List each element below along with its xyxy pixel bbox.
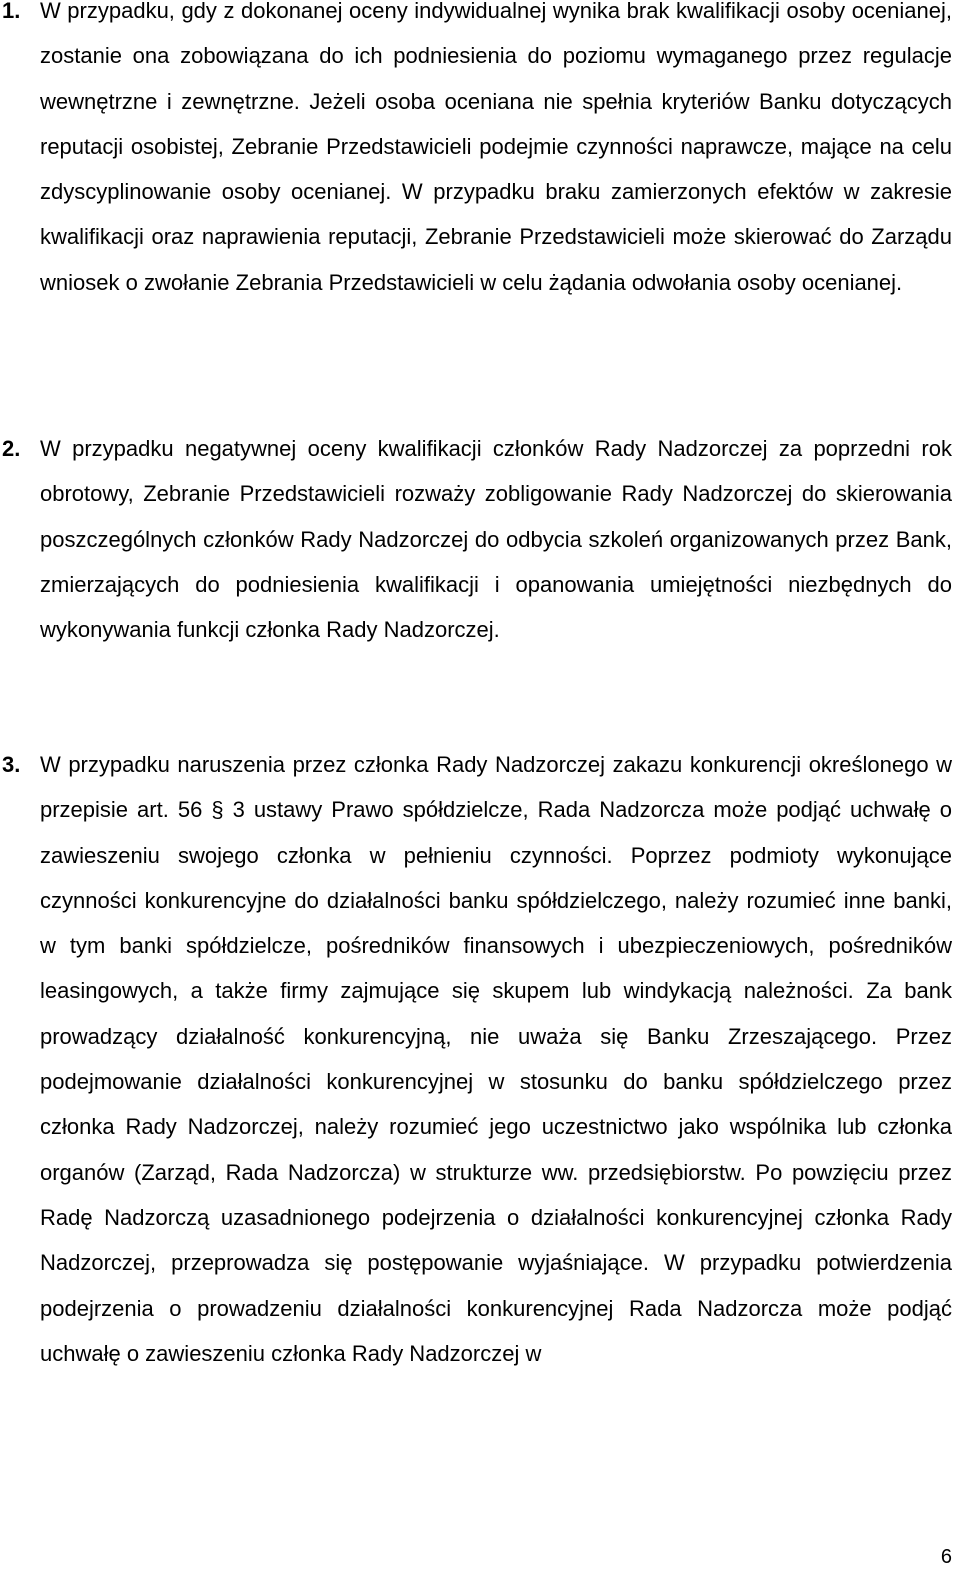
paragraph-1	[2, 0, 952, 305]
paragraph-text: W przypadku negatywnej oceny kwalifikacji członków Rady Nadzorczej za poprzedni rok obrotowy, Zebranie Przedstawicieli rozważy zobligowanie Rady Nadzorczej do skierowania poszczególnych członków Rady Nadzorczej do odbycia szkoleń organizowanych przez Bank, zmierzających do podniesienia kwalifikacji i opanowania umiejętności niezbędnych do wykonywania funkcji członka Rady Nadzorczej.	[40, 436, 952, 643]
paragraph-3	[2, 742, 952, 1376]
paragraph-number: 3.	[2, 752, 21, 777]
paragraph-number: 2.	[2, 436, 21, 461]
page-number: 6	[940, 1546, 952, 1568]
paragraph-2	[2, 426, 952, 652]
paragraph-text: W przypadku naruszenia przez członka Rady Nadzorczej zakazu konkurencji określonego w przepisie art. 56 § 3 ustawy Prawo spółdzielcze, Rada Nadzorcza może podjąć uchwałę o zawieszeniu swojego członka w pełnieniu czynności. Poprzez podmioty wykonujące czynności konkurencyjne do działalności banku spółdzielczego, należy rozumieć inne banki, w tym banki spółdzielcze, pośredników finansowych i ubezpieczeniowych, pośredników leasingowych, a także firmy zajmujące się skupem lub windykacją należności. Za bank prowadzący działalność konkurencyjną, nie uważa się Banku Zrzeszającego. Przez podejmowanie działalności konkurencyjnej w stosunku do banku spółdzielczego przez członka Rady Nadzorczej, należy rozumieć jego uczestnictwo jako wspólnika lub członka organów (Zarząd, Rada Nadzorcza) w strukturze ww. przedsiębiorstw. Po powzięciu przez Radę Nadzorczą uzasadnionego podejrzenia o działalności konkurencyjnej członka Rady Nadzorczej, przeprowadza się postępowanie wyjaśniające. W przypadku potwierdzenia podejrzenia o prowadzeniu działalności konkurencyjnej Rada Nadzorcza może podjąć uchwałę o zawieszeniu członka Rady Nadzorczej w	[40, 752, 952, 1366]
paragraph-number: 1.	[2, 0, 21, 23]
paragraph-text: W przypadku, gdy z dokonanej oceny indywidualnej wynika brak kwalifikacji osoby ocenianej, zostanie ona zobowiązana do ich podniesienia do poziomu wymaganego przez regulacje wewnętrzne i zewnętrzne. Jeżeli osoba oceniana nie spełnia kryteriów Banku dotyczących reputacji osobistej, Zebranie Przedstawicieli podejmie czynności naprawcze, mające na celu zdyscyplinowanie osoby ocenianej. W przypadku braku zamierzonych efektów w zakresie kwalifikacji oraz naprawienia reputacji, Zebranie Przedstawicieli może skierować do Zarządu wniosek o zwołanie Zebrania Przedstawicieli w celu żądania odwołania osoby ocenianej.	[40, 0, 952, 295]
